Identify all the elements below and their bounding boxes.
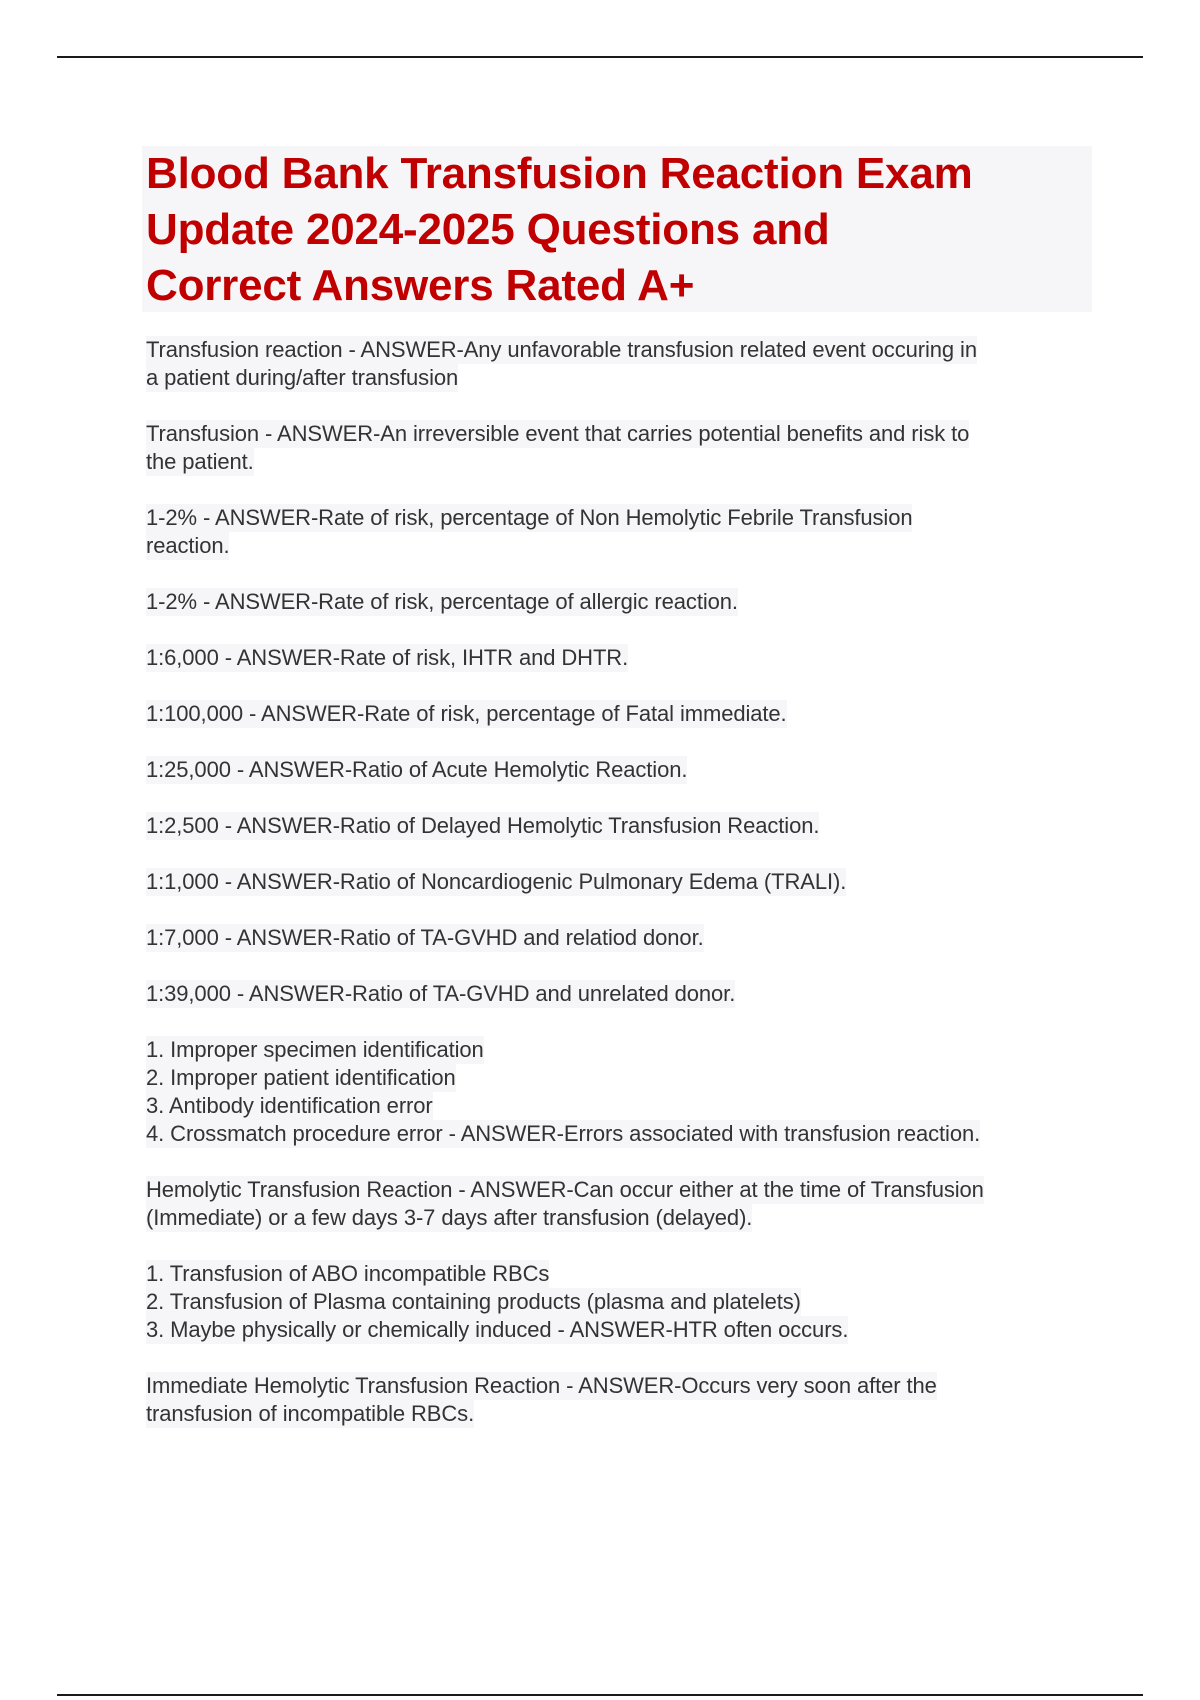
text-line-row — [146, 812, 1086, 840]
text-line: 2. Improper patient identification — [146, 1065, 456, 1090]
text-line: Transfusion - ANSWER-An irreversible event that carries potential benefits and risk to — [146, 421, 970, 446]
text-line: 2. Transfusion of Plasma containing products (plasma and platelets) — [146, 1289, 801, 1314]
text-line: 1:7,000 - ANSWER-Ratio of TA-GVHD and relatiod donor. — [146, 925, 704, 950]
qa-paragraph — [146, 420, 1086, 476]
text-line: 1:6,000 - ANSWER-Rate of risk, IHTR and DHTR. — [146, 645, 629, 670]
qa-paragraph — [146, 1036, 1086, 1148]
header-rule — [57, 56, 1143, 58]
text-line: 1:25,000 - ANSWER-Ratio of Acute Hemolytic Reaction. — [146, 757, 688, 782]
text-line-row — [146, 644, 1086, 672]
text-line-row — [146, 532, 1086, 560]
text-line: 1. Transfusion of ABO incompatible RBCs — [146, 1261, 550, 1286]
text-line-row — [146, 980, 1086, 1008]
qa-paragraph — [146, 1372, 1086, 1428]
text-line: 1:2,500 - ANSWER-Ratio of Delayed Hemolytic Transfusion Reaction. — [146, 813, 820, 838]
qa-paragraph — [146, 336, 1086, 392]
text-line-row — [146, 1316, 1086, 1344]
qa-paragraph — [146, 700, 1086, 728]
text-line-row — [146, 1204, 1086, 1232]
qa-paragraph — [146, 588, 1086, 616]
title-line: Update 2024-2025 Questions and — [146, 205, 830, 254]
text-line: Hemolytic Transfusion Reaction - ANSWER-Can occur either at the time of Transfusion — [146, 1177, 984, 1202]
text-line-row — [146, 1064, 1086, 1092]
text-line-row — [146, 1036, 1086, 1064]
text-line-row — [146, 1120, 1086, 1148]
text-line: a patient during/after transfusion — [146, 365, 459, 390]
qa-paragraph — [146, 924, 1086, 952]
qa-paragraph — [146, 980, 1086, 1008]
text-line-row — [146, 588, 1086, 616]
qa-paragraph — [146, 868, 1086, 896]
text-line: 1. Improper specimen identification — [146, 1037, 484, 1062]
text-line-row — [146, 756, 1086, 784]
text-line-row — [146, 1400, 1086, 1428]
document-title — [142, 146, 1092, 312]
text-line: Transfusion reaction - ANSWER-Any unfavorable transfusion related event occuring in — [146, 337, 977, 362]
text-line-row — [146, 1260, 1086, 1288]
qa-paragraph — [146, 644, 1086, 672]
qa-list — [146, 336, 1086, 1456]
text-line-row — [146, 504, 1086, 532]
qa-paragraph — [146, 504, 1086, 560]
text-line: 1-2% - ANSWER-Rate of risk, percentage of Non Hemolytic Febrile Transfusion — [146, 505, 913, 530]
text-line: transfusion of incompatible RBCs. — [146, 1401, 475, 1426]
text-line: 4. Crossmatch procedure error - ANSWER-Errors associated with transfusion reaction. — [146, 1121, 981, 1146]
text-line-row — [146, 1092, 1086, 1120]
text-line: (Immediate) or a few days 3-7 days after transfusion (delayed). — [146, 1205, 753, 1230]
text-line-row — [146, 1176, 1086, 1204]
text-line-row — [146, 364, 1086, 392]
text-line-row — [146, 700, 1086, 728]
text-line: 1:39,000 - ANSWER-Ratio of TA-GVHD and unrelated donor. — [146, 981, 736, 1006]
qa-paragraph — [146, 1260, 1086, 1344]
text-line-row — [146, 336, 1086, 364]
text-line: 3. Antibody identification error — [146, 1093, 433, 1118]
qa-paragraph — [146, 812, 1086, 840]
qa-paragraph — [146, 1176, 1086, 1232]
text-line-row — [146, 868, 1086, 896]
text-line: reaction. — [146, 533, 230, 558]
text-line: the patient. — [146, 449, 254, 474]
text-line: 1:100,000 - ANSWER-Rate of risk, percentage of Fatal immediate. — [146, 701, 787, 726]
qa-paragraph — [146, 756, 1086, 784]
text-line-row — [146, 420, 1086, 448]
text-line-row — [146, 1372, 1086, 1400]
text-line-row — [146, 448, 1086, 476]
title-line: Correct Answers Rated A+ — [146, 261, 695, 310]
footer-rule — [57, 1694, 1143, 1696]
text-line: 1-2% - ANSWER-Rate of risk, percentage of allergic reaction. — [146, 589, 738, 614]
text-line: Immediate Hemolytic Transfusion Reaction - ANSWER-Occurs very soon after the — [146, 1373, 937, 1398]
text-line: 1:1,000 - ANSWER-Ratio of Noncardiogenic Pulmonary Edema (TRALI). — [146, 869, 847, 894]
text-line-row — [146, 924, 1086, 952]
text-line: 3. Maybe physically or chemically induced - ANSWER-HTR often occurs. — [146, 1317, 849, 1342]
text-line-row — [146, 1288, 1086, 1316]
title-line: Blood Bank Transfusion Reaction Exam — [146, 149, 973, 198]
